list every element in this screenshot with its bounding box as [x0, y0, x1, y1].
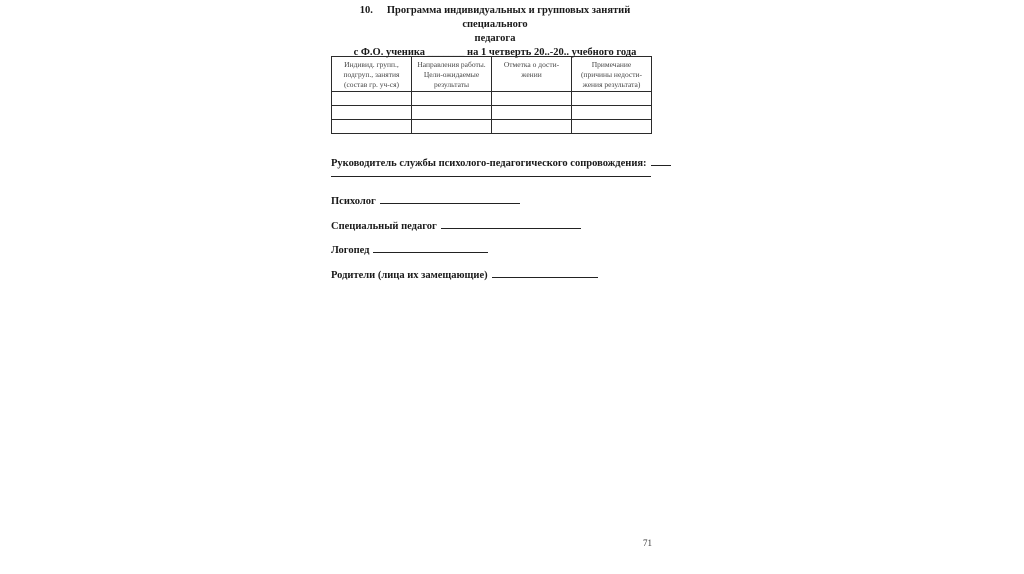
header-text: Индивид. групп., [344, 60, 399, 69]
table-header-row [332, 57, 652, 92]
header-text: результаты [433, 80, 470, 89]
parents-blank [492, 267, 598, 278]
parents-label: Родители (лица их замещающие) [331, 270, 488, 281]
table-row [332, 106, 652, 120]
speech-therapist-signature-line [331, 242, 488, 257]
section-number: 10. [359, 5, 373, 16]
heading-line-3: с Ф.О. ученика _______ на 1 четверть 20..-20.. учебного года [353, 47, 637, 58]
psychologist-signature-line [331, 193, 520, 208]
table-cell [332, 92, 412, 106]
head-signature-blank [651, 155, 671, 166]
heading-line-2: педагога [474, 33, 516, 44]
speech-therapist-label: Логопед [331, 245, 370, 256]
program-table [331, 56, 652, 134]
special-teacher-signature-line [331, 218, 581, 233]
head-signature-label: Руководитель службы психолого-педагогического сопровождения: [331, 158, 647, 169]
table-cell [572, 92, 652, 106]
header-text: подгруп., занятия [343, 70, 400, 79]
psychologist-blank [380, 193, 520, 204]
header-text: жении [521, 70, 542, 79]
header-text: (причины недости- [580, 70, 643, 79]
header-cell-notes [572, 57, 652, 92]
header-text: Цели-ожидаемые [423, 70, 480, 79]
page-number: 71 [643, 538, 652, 548]
table-cell [332, 120, 412, 134]
speech-therapist-blank [373, 242, 488, 253]
special-teacher-label: Специальный педагог [331, 221, 437, 232]
table-cell [572, 120, 652, 134]
table-cell [492, 92, 572, 106]
header-text: Направления работы. [417, 60, 486, 69]
header-cell-group-type [332, 57, 412, 92]
table-cell [572, 106, 652, 120]
header-text: жения результата) [582, 80, 641, 89]
parents-signature-line [331, 267, 598, 282]
header-text: (состав гр. уч-ся) [343, 80, 400, 89]
header-text: Отметка о дости- [503, 60, 560, 69]
psychologist-label: Психолог [331, 196, 376, 207]
table-cell [412, 92, 492, 106]
header-cell-directions [412, 57, 492, 92]
table-cell [492, 106, 572, 120]
head-signature-full-line [331, 176, 651, 177]
heading-line-1-text: Программа индивидуальных и групповых занятий специального [386, 5, 631, 30]
table-cell [412, 106, 492, 120]
table-row [332, 92, 652, 106]
special-teacher-blank [441, 218, 581, 229]
section-heading [330, 4, 660, 60]
table-row [332, 120, 652, 134]
header-text: Примечание [591, 60, 632, 69]
table-cell [332, 106, 412, 120]
table-cell [492, 120, 572, 134]
heading-line-1 [330, 4, 660, 32]
table-cell [412, 120, 492, 134]
head-signature-line [331, 155, 671, 170]
header-cell-achievement [492, 57, 572, 92]
